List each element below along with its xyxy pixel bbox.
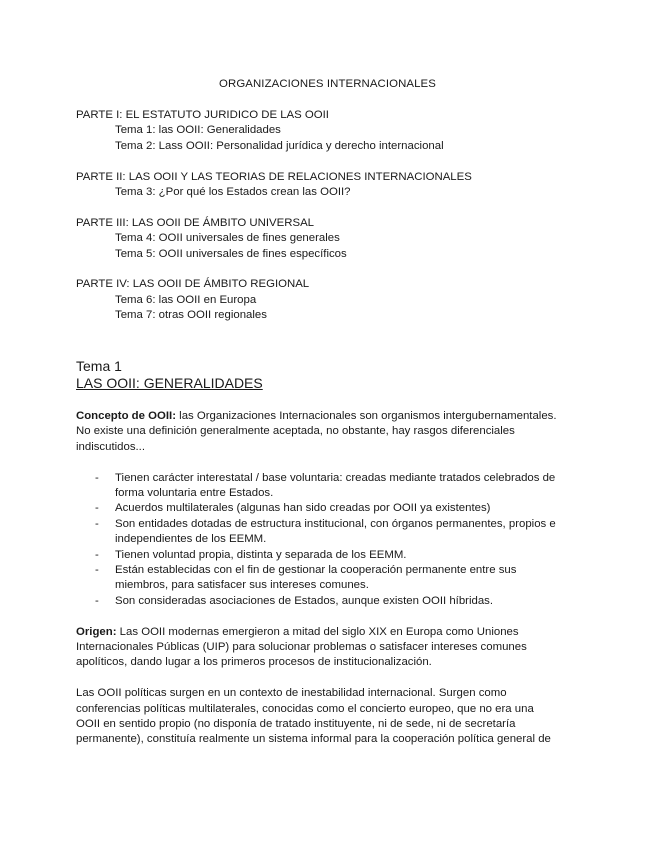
political-line-1: Las OOII políticas surgen en un contexto de inestabilidad internacional. Surgen como [76,687,507,700]
origin-line-3: apolíticos, dando lugar a los primeros procesos de institucionalización. [76,656,432,669]
list-item-line: independientes de los EEMM. [115,533,267,546]
list-item-line: Son consideradas asociaciones de Estados, aunque existen OOII híbridas. [115,594,494,607]
list-item-line: Acuerdos multilaterales (algunas han sido creadas por OOII ya existentes) [115,502,491,515]
origin-paragraph [76,625,582,671]
concept-paragraph [76,409,582,455]
list-item [76,563,582,594]
bullet-marker: - [95,502,99,515]
bullet-marker: - [95,517,99,530]
list-item [76,501,582,516]
list-item [76,594,582,609]
toc-part-3: PARTE III: LAS OOII DE ÁMBITO UNIVERSAL [76,216,315,229]
concept-line-2: No existe una definición generalmente aceptada, no obstante, hay rasgos diferenciales [76,425,515,438]
list-item [76,548,582,563]
bullet-marker: - [95,548,99,561]
list-item-line: forma voluntaria entre Estados. [115,487,274,500]
toc-topic-3: Tema 3: ¿Por qué los Estados crean las OOII? [115,186,351,199]
political-line-3: OOII en sentido propio (no disponía de tratado instituyente, ni de sede, ni de secretaría [76,718,516,731]
section-label: Tema 1 [76,358,122,374]
political-line-2: conferencias políticas multilaterales, conocidas como el concierto europeo, que no era una [76,702,534,715]
toc-topic-5: Tema 5: OOII universales de fines específicos [115,247,347,260]
toc-part-1: PARTE I: EL ESTATUTO JURIDICO DE LAS OOII [76,109,329,121]
document-body [76,409,582,748]
toc-topic-4: Tema 4: OOII universales de fines generales [115,232,340,245]
toc-part-2: PARTE II: LAS OOII Y LAS TEORIAS DE RELACIONES INTERNACIONALES [76,170,472,183]
table-of-contents [76,108,596,324]
concept-lead: Concepto de OOII: [76,410,176,422]
bullet-marker: - [95,594,99,607]
list-item-line: Tienen carácter interestatal / base voluntaria: creadas mediante tratados celebrados de [115,471,556,484]
list-item-line: Son entidades dotadas de estructura institucional, con órganos permanentes, propios e [115,517,556,530]
list-item-line: Están establecidas con el fin de gestionar la cooperación permanente entre sus [115,564,517,577]
section-title: LAS OOII: GENERALIDADES [76,375,263,391]
list-item-line: Tienen voluntad propia, distinta y separada de los EEMM. [115,548,407,561]
bullet-marker: - [95,564,99,577]
document-title: ORGANIZACIONES INTERNACIONALES [219,78,436,90]
list-item [76,471,582,502]
concept-line-3: indiscutidos... [76,440,146,453]
origin-line-2: Internacionales Públicas (UIP) para solucionar problemas o satisfacer intereses comunes [76,641,527,654]
list-item-line: miembros, para satisfacer sus intereses comunes. [115,579,369,592]
bullet-marker: - [95,471,99,484]
origin-lead: Origen: [76,625,117,638]
toc-topic-6: Tema 6: las OOII en Europa [115,293,257,306]
concept-line-1: las Organizaciones Internacionales son organismos intergubernamentales. [176,410,557,422]
origin-line-1: Las OOII modernas emergieron a mitad del siglo XIX en Europa como Uniones [116,625,519,638]
political-line-4: permanente), constituía realmente un sistema informal para la cooperación política general de [76,733,551,746]
toc-topic-2: Tema 2: Lass OOII: Personalidad jurídica y derecho internacional [115,139,444,152]
toc-part-4: PARTE IV: LAS OOII DE ÁMBITO REGIONAL [76,278,310,291]
features-list [76,471,582,610]
toc-topic-1: Tema 1: las OOII: Generalidades [115,124,281,137]
political-paragraph [76,686,582,748]
toc-topic-7: Tema 7: otras OOII regionales [115,309,267,322]
list-item [76,517,582,548]
